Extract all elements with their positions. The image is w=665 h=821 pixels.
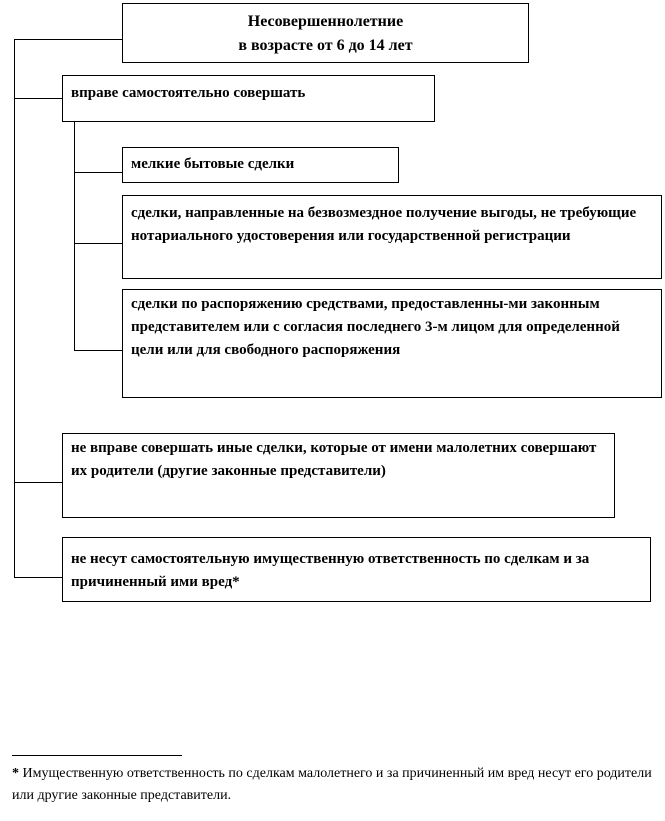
- main-spine: [14, 39, 15, 578]
- sub-spine: [74, 122, 75, 350]
- can-do-box: [62, 75, 435, 122]
- cannot-do-text: не вправе совершать иные сделки, которые от имени малолетних совершают их родители (другие законные представители): [71, 440, 597, 479]
- connector-s1: [74, 172, 122, 173]
- footnote-divider: [12, 755, 182, 756]
- footnote-marker: *: [12, 766, 19, 781]
- can-do-item-3: [122, 289, 662, 398]
- footnote: [12, 763, 652, 807]
- connector-cannot: [14, 482, 62, 483]
- can-do-item-1-text: мелкие бытовые сделки: [131, 156, 295, 172]
- title-box: [122, 3, 529, 63]
- footnote-text: Имущественную ответственность по сделкам малолетнего и за причиненный им вред несут его родители или другие законные представители.: [12, 766, 652, 803]
- no-liability-text: не несут самостоятельную имущественную ответственность по сделкам и за причиненный ими вред*: [71, 551, 590, 590]
- connector-noresp: [14, 577, 62, 578]
- connector-can: [14, 98, 62, 99]
- cannot-do-box: [62, 433, 615, 518]
- can-do-label: вправе самостоятельно совершать: [71, 85, 306, 101]
- can-do-item-2: [122, 195, 662, 279]
- can-do-item-1: [122, 147, 399, 183]
- connector-s3: [74, 350, 122, 351]
- connector-s2: [74, 243, 122, 244]
- connector-title: [14, 39, 122, 40]
- no-liability-box: [62, 537, 651, 602]
- title-line-1: Несовершеннолетние: [247, 13, 404, 30]
- can-do-item-3-text: сделки по распоряжению средствами, предоставленны-ми законным представителем или с согласия последнего 3-м лицом для определенной цели или для свободного распоряжения: [131, 296, 620, 358]
- can-do-item-2-text: сделки, направленные на безвозмездное получение выгоды, не требующие нотариального удостоверения или государственной регистрации: [131, 205, 637, 244]
- title-line-2: в возрасте от 6 до 14 лет: [238, 37, 413, 54]
